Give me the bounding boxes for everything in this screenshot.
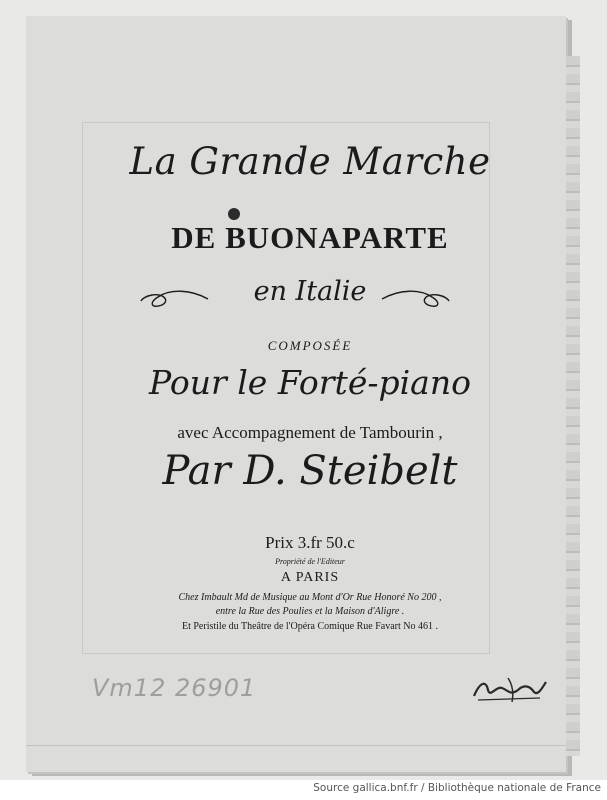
right-flourish-icon	[380, 287, 450, 311]
city-line: A PARIS	[280, 570, 340, 585]
composer-line: Par D. Steibelt	[162, 448, 458, 494]
address-line-1: Chez Imbault Md de Musique au Mont d'Or Rue Honoré No 200 ,	[178, 592, 442, 603]
footer-bar	[0, 780, 607, 800]
pencil-shelfmark: Vm12 26901	[92, 674, 257, 702]
ink-spot	[228, 208, 240, 220]
signature-stamp-icon	[468, 672, 550, 708]
page-fold-line	[26, 745, 566, 746]
title-line-2: DE BUONAPARTE	[171, 220, 449, 255]
title-line-3: en Italie	[253, 276, 367, 307]
instrument-line: Pour le Forté-piano	[149, 363, 471, 402]
composee-label: COMPOSÉE	[267, 338, 353, 353]
price-line: Prix 3.fr 50.c	[265, 533, 355, 552]
source-credit: Source gallica.bnf.fr / Bibliothèque nationale de France	[313, 782, 601, 794]
title-line-1: La Grande Marche	[129, 140, 491, 183]
address-line-3: Et Peristile du Theâtre de l'Opéra Comique Rue Favart No 461 .	[181, 621, 438, 632]
address-line-2: entre la Rue des Poulies et la Maison d'Aligre .	[215, 606, 405, 617]
accompaniment-line: avec Accompagnement de Tambourin ,	[177, 423, 443, 442]
publisher-rights: Propriété de l'Editeur	[275, 557, 345, 566]
